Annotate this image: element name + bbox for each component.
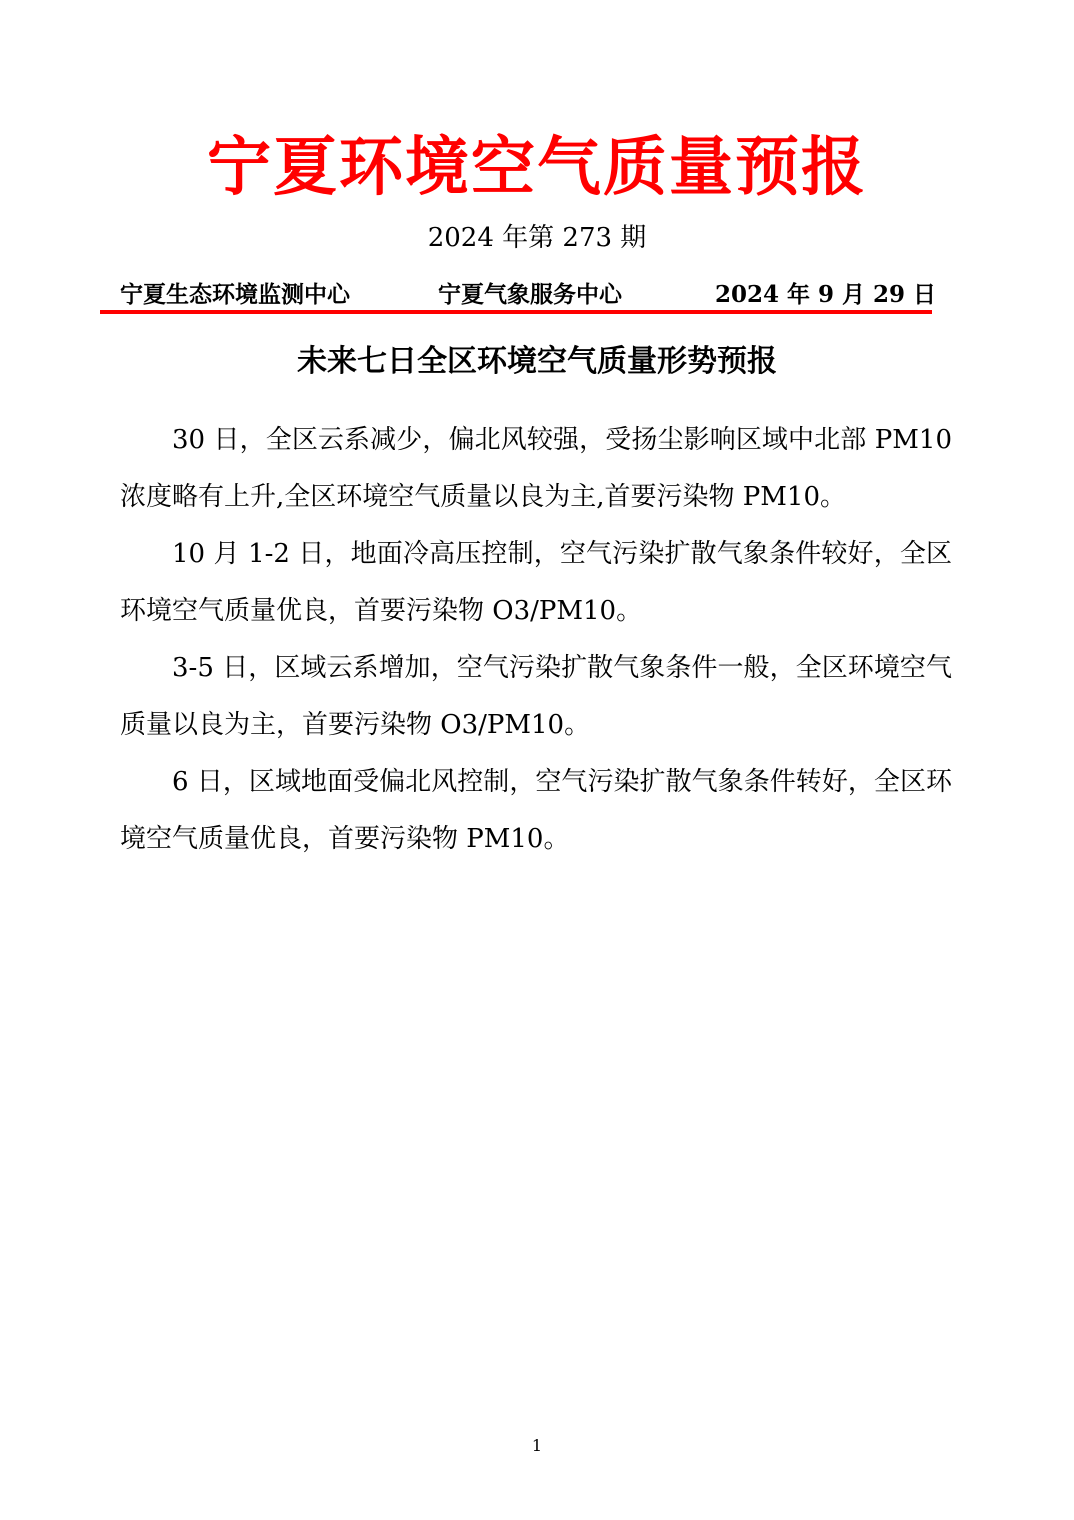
- document-title: 宁夏环境空气质量预报: [207, 130, 867, 205]
- issuer-meteorological-center: 宁夏气象服务中心: [438, 281, 622, 308]
- forecast-paragraph: 3-5 日，区域云系增加，空气污染扩散气象条件一般，全区环境空气质量以良为主，首要污染物 O3/PM10。: [120, 653, 952, 740]
- forecast-paragraph: 30 日，全区云系减少，偏北风较强，受扬尘影响区域中北部 PM10浓度略有上升,全区环境空气质量以良为主,首要污染物 PM10。: [120, 425, 952, 512]
- issue-number: 2024 年第 273 期: [427, 223, 647, 253]
- red-divider: [100, 310, 932, 314]
- forecast-paragraph: 6 日，区域地面受偏北风控制，空气污染扩散气象条件转好，全区环境空气质量优良，首要污染物 PM10。: [120, 767, 952, 854]
- issue-date: 2024 年 9 月 29 日: [714, 281, 936, 308]
- forecast-body: [120, 412, 952, 868]
- issuer-row: [120, 278, 936, 312]
- forecast-paragraph: 10 月 1-2 日，地面冷高压控制，空气污染扩散气象条件较好，全区环境空气质量优良，首要污染物 O3/PM10。: [120, 539, 952, 626]
- page-number: 1: [531, 1436, 543, 1455]
- issuer-monitoring-center: 宁夏生态环境监测中心: [120, 281, 350, 308]
- section-heading: 未来七日全区环境空气质量形势预报: [297, 344, 777, 379]
